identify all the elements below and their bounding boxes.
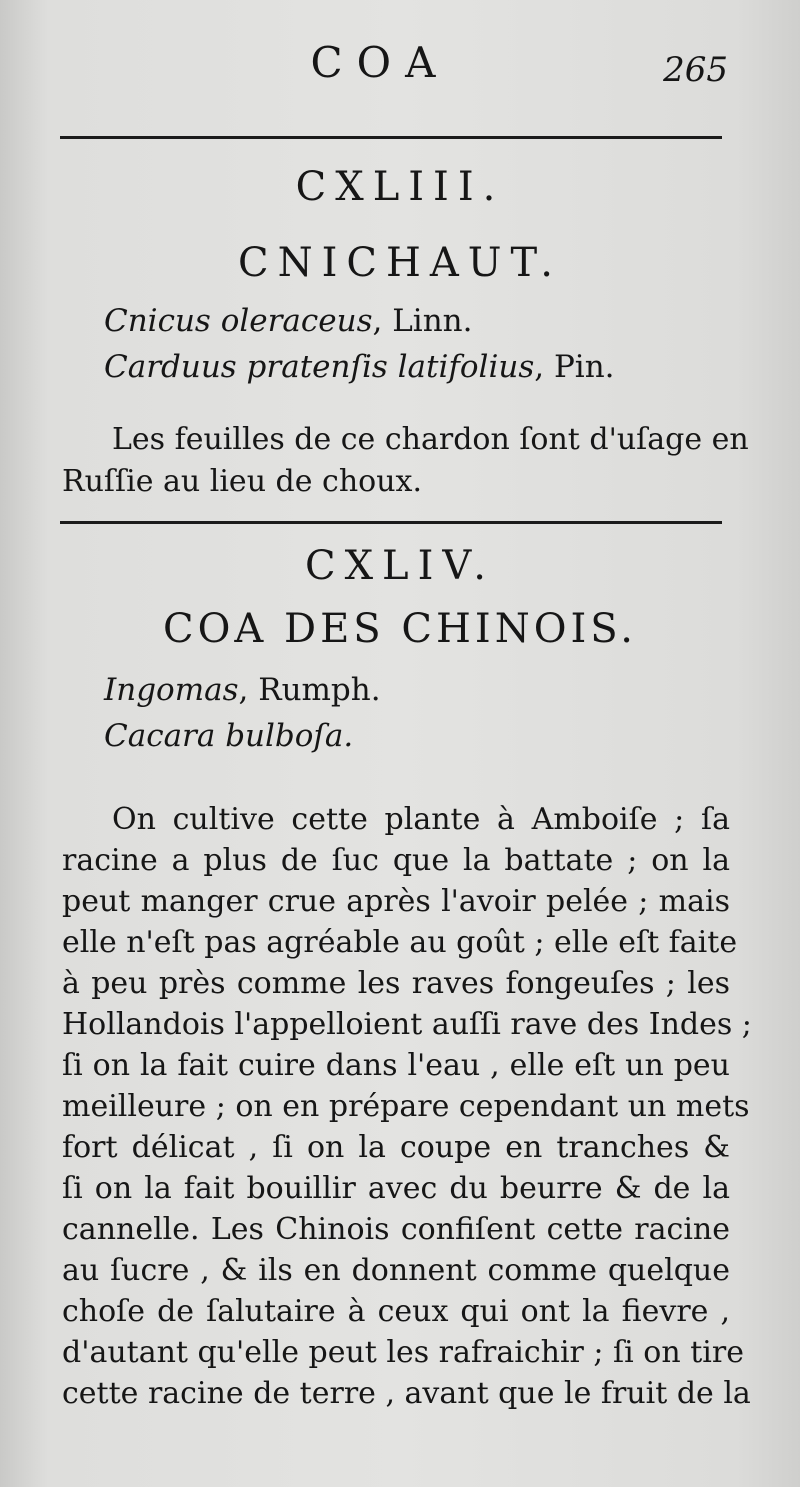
text-line: Hollandois l'appelloient auſſi rave des Indes ; (62, 1007, 752, 1042)
text-line: ſi on la fait bouillir avec du beurre & de la (62, 1171, 730, 1206)
running-head (0, 38, 800, 98)
text-line: peut manger crue après l'avoir pelée ; mais (62, 884, 730, 919)
text-line: Ruſſie au lieu de choux. (62, 464, 422, 499)
text-line: racine a plus de ſuc que la battate ; on la (62, 843, 730, 878)
section-rule (60, 521, 722, 524)
synonym-line (104, 672, 381, 708)
text-line: à peu près comme les raves fongeuſes ; les (62, 966, 730, 1001)
text-line: choſe de ſalutaire à ceux qui ont la fievre , (62, 1294, 730, 1329)
entry-title: COA DES CHINOIS. (163, 606, 637, 652)
entry-title: CNICHAUT. (237, 240, 562, 286)
author-abbrev: , Rumph. (238, 672, 381, 708)
latin-name: Carduus pratenſis latifolius (104, 349, 535, 385)
page-number: 265 (663, 50, 728, 90)
synonym-line (104, 349, 615, 385)
text-line: On cultive cette plante à Amboiſe ; ſa (112, 802, 730, 837)
entry-number: CXLIV. (304, 543, 496, 589)
text-line: Les feuilles de ce chardon ſont d'uſage en (112, 422, 749, 457)
author-abbrev: , Linn. (372, 303, 473, 339)
latin-name: Cnicus oleraceus (104, 303, 373, 339)
header-rule (60, 136, 722, 139)
text-line: au ſucre , & ils en donnent comme quelque (62, 1253, 730, 1288)
latin-name: Cacara bulboſa. (104, 718, 354, 754)
text-line: elle n'eſt pas agréable au goût ; elle eſt faite (62, 925, 738, 960)
running-head-title: COA (310, 38, 450, 87)
text-line: cette racine de terre , avant que le fruit de la (62, 1376, 751, 1411)
synonym-line (104, 303, 473, 339)
latin-name: Ingomas (104, 672, 239, 708)
text-line: cannelle. Les Chinois confiſent cette racine (62, 1212, 730, 1247)
entry-number: CXLIII. (295, 164, 505, 210)
author-abbrev: , Pin. (534, 349, 615, 385)
text-line: meilleure ; on en prépare cependant un mets (62, 1089, 750, 1124)
text-line: ſi on la fait cuire dans l'eau , elle eſt un peu (62, 1048, 730, 1083)
text-line: fort délicat , ſi on la coupe en tranches & (62, 1130, 730, 1165)
synonym-line (104, 718, 353, 754)
text-line: d'autant qu'elle peut les rafraichir ; ſi on tire (62, 1335, 744, 1370)
